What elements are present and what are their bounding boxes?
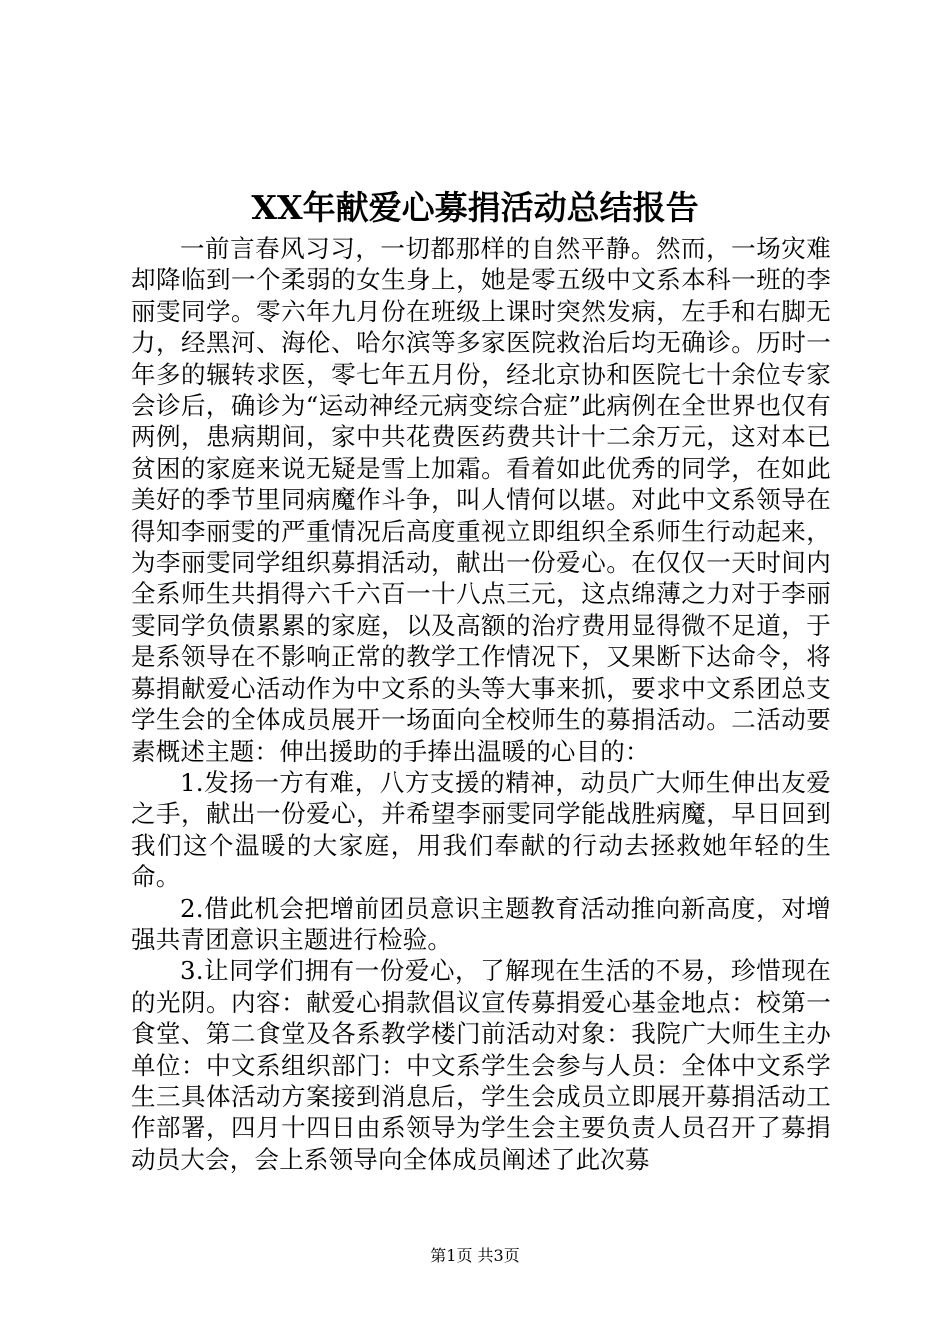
document-body <box>131 233 831 1175</box>
document-title: XX年献爱心募捐活动总结报告 <box>251 188 699 227</box>
paragraph-item-2: 2.借此机会把增前团员意识主题教育活动推向新高度，对增强共青团意识主题进行检验。 <box>131 893 831 954</box>
paragraph-item-1: 1.发扬一方有难，八方支援的精神，动员广大师生伸出友爱之手，献出一份爱心，并希望李丽雯同学能战胜病魔，早日回到我们这个温暖的大家庭，用我们奉献的行动去拯救她年轻的生命。 <box>131 767 831 892</box>
page-footer: 第1页 共3页 <box>430 1246 520 1265</box>
paragraph-item-3: 3.让同学们拥有一份爱心，了解现在生活的不易，珍惜现在的光阴。内容：献爱心捐款倡议宣传募捐爱心基金地点：校第一食堂、第二食堂及各系教学楼门前活动对象：我院广大师生主办单位：中文系组织部门：中文系学生会参与人员：全体中文系学生三具体活动方案接到消息后，学生会成员立即展开募捐活动工作部署，四月十四日由系领导为学生会主要负责人员召开了募捐动员大会，会上系领导向全体成员阐述了此次募 <box>131 956 831 1174</box>
paragraph-intro: 一前言春风习习，一切都那样的自然平静。然而，一场灾难却降临到一个柔弱的女生身上，她是零五级中文系本科一班的李丽雯同学。零六年九月份在班级上课时突然发病，左手和右脚无力，经黑河、海伦、哈尔滨等多家医院救治后均无确诊。历时一年多的辗转求医，零七年五月份，经北京协和医院七十余位专家会诊后，确诊为“运动神经元病变综合症”此病例在全世界也仅有两例，患病期间，家中共花费医药费共计十二余万元，这对本已贫困的家庭来说无疑是雪上加霜。看着如此优秀的同学，在如此美好的季节里同病魔作斗争，叫人情何以堪。对此中文系领导在得知李丽雯的严重情况后高度重视立即组织全系师生行动起来，为李丽雯同学组织募捐活动，献出一份爱心。在仅仅一天时间内全系师生共捐得六千六百一十八点三元，这点绵薄之力对于李丽雯同学负债累累的家庭，以及高额的治疗费用显得微不足道，于是系领导在不影响正常的教学工作情况下，又果断下达命令，将募捐献爱心活动作为中文系的头等大事来抓，要求中文系团总支学生会的全体成员展开一场面向全校师生的募捐活动。二活动要素概述主题：伸出援助的手捧出温暖的心目的： <box>131 234 831 766</box>
